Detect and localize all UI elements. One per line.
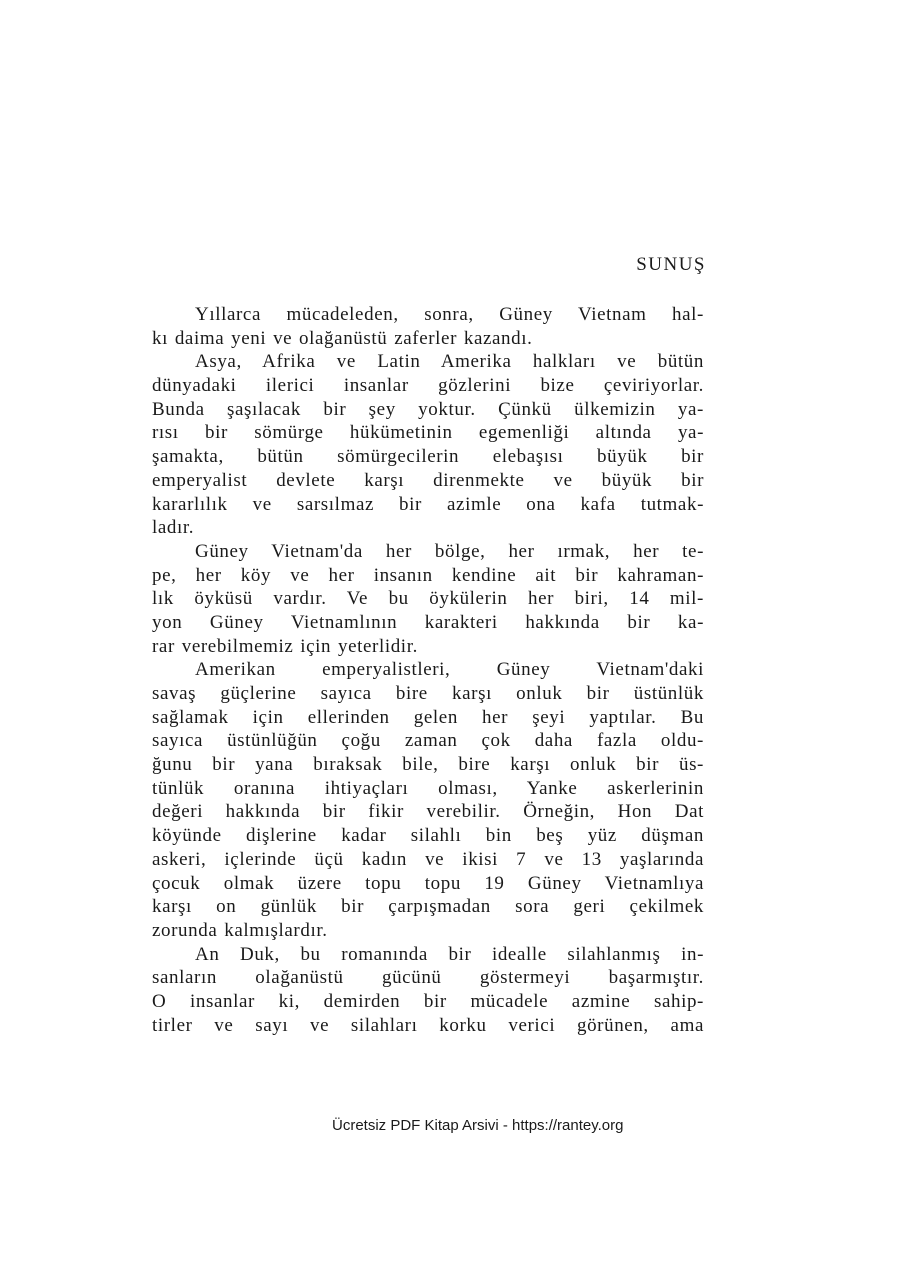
text-line: tünlük oranına ihtiyaçları olması, Yanke askerlerinin [152,777,704,799]
text-line: değeri hakkında bir fikir verebilir. Örneğin, Hon Dat [152,801,704,823]
text-line: askeri, içlerinde üçü kadın ve ikisi 7 ve 13 yaşlarında [152,848,704,870]
footer-credit: Ücretsiz PDF Kitap Arsivi - https://rantey.org [332,1117,624,1134]
text-line: dünyadaki ilerici insanlar gözlerini bize çeviriyorlar. [152,375,704,397]
text-line: rısı bir sömürge hükümetinin egemenliği altında ya- [152,422,704,444]
text-line: pe, her köy ve her insanın kendine ait bir kahraman- [152,564,704,586]
text-line: rar verebilmemiz için yeterlidir. [152,635,418,657]
text-line: kı daima yeni ve olağanüstü zaferler kazandı. [152,327,533,349]
text-line: şamakta, bütün sömürgecilerin elebaşısı büyük bir [152,446,704,468]
text-line: Bunda şaşılacak bir şey yoktur. Çünkü ülkemizin ya- [152,398,704,420]
text-line: Yıllarca mücadeleden, sonra, Güney Vietnam hal- [195,304,704,325]
text-line: ladır. [152,517,195,539]
text-line: savaş güçlerine sayıca bire karşı onluk bir üstünlük [152,683,704,704]
text-line: emperyalist devlete karşı direnmekte ve büyük bir [152,469,704,491]
text-line: karşı on günlük bir çarpışmadan sora geri çekilmek [152,896,704,918]
text-line: yon Güney Vietnamlının karakteri hakkında bir ka- [152,611,704,633]
text-line: lık öyküsü vardır. Ve bu öykülerin her biri, 14 mil- [152,588,704,610]
section-title: SUNUŞ [636,254,706,275]
text-line: sayıca üstünlüğün çoğu zaman çok daha fazla oldu- [152,730,704,752]
text-line: O insanlar ki, demirden bir mücadele azmine sahip- [152,990,704,1012]
text-line: An Duk, bu romanında bir idealle silahlanmış in- [195,943,704,965]
text-line: Güney Vietnam'da her bölge, her ırmak, her te- [195,540,704,562]
text-line: Amerikan emperyalistleri, Güney Vietnam'daki [195,659,704,681]
body-text [152,303,704,1037]
text-line: çocuk olmak üzere topu topu 19 Güney Vietnamlıya [152,872,704,894]
text-line: zorunda kalmışlardır. [152,919,328,941]
text-line: kararlılık ve sarsılmaz bir azimle ona kafa tutmak- [152,493,704,515]
text-line: köyünde dişlerine kadar silahlı bin beş yüz düşman [152,825,704,847]
text-line: Asya, Afrika ve Latin Amerika halkları ve bütün [195,351,704,373]
text-line: sağlamak için ellerinden gelen her şeyi yaptılar. Bu [152,706,704,728]
text-line: tirler ve sayı ve silahları korku verici görünen, ama [152,1014,704,1036]
text-line: sanların olağanüstü gücünü göstermeyi başarmıştır. [152,967,704,989]
text-line: ğunu bir yana bıraksak bile, bire karşı onluk bir üs- [152,754,704,776]
